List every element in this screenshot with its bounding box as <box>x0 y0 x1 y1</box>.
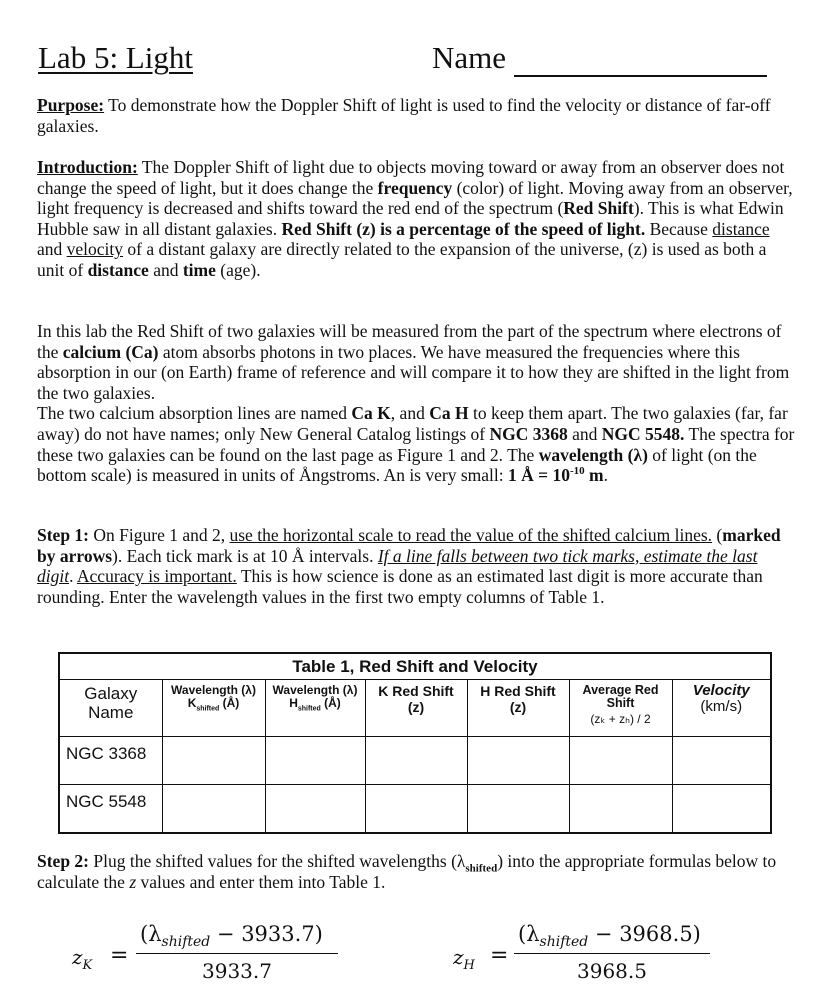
lab-text: to keep them apart. The two galaxies (far, far away) do not have names; only New General Catalog listings of <box>37 403 788 444</box>
step2-paragraph <box>37 851 797 892</box>
intro-text: ). This is what Edwin Hubble saw in all distant galaxies. <box>37 198 784 239</box>
header-hred-line2: (z) <box>509 699 527 715</box>
red-shift-table <box>58 652 772 834</box>
header-vel-unit: (km/s) <box>700 698 743 715</box>
galaxy-name-cell: NGC 3368 <box>60 736 162 784</box>
formula-zh-sub: H <box>463 958 475 973</box>
header-avg-formula: (zₖ + zₕ) / 2 <box>590 712 651 726</box>
wavelength-k-cell[interactable] <box>162 784 265 832</box>
intro-label: Introduction: <box>37 157 138 177</box>
h-red-shift-cell[interactable] <box>467 736 569 784</box>
intro-text: and <box>148 259 183 280</box>
lab-bold-calcium: calcium (Ca) <box>62 341 159 362</box>
velocity-cell[interactable] <box>672 736 770 784</box>
title-row <box>38 40 768 82</box>
header-h-red-shift <box>467 680 569 736</box>
intro-bold-time: time <box>182 259 216 280</box>
lab-text: atom absorbs photons in two places. We have measured the frequencies where this absorption in our (on Earth) frame of reference and will compare it to how they are shifted in the light from the two galaxies. <box>37 341 790 403</box>
step2-text: values and enter them into Table 1. <box>136 871 386 892</box>
formula-zh <box>448 918 738 988</box>
name-blank-line[interactable] <box>514 75 767 77</box>
formula-zk-variable <box>72 945 92 973</box>
intro-bold-frequency: frequency <box>377 177 453 198</box>
lab-text: The two calcium absorption lines are named <box>37 403 352 424</box>
lab-exponent: -10 <box>570 465 585 478</box>
formula-zh-num-rest: − 3968.5) <box>588 922 701 946</box>
name-label: Name <box>432 40 507 75</box>
table-header-row <box>60 680 770 736</box>
intro-text: (age). <box>215 259 261 280</box>
header-average-red-shift <box>569 680 672 736</box>
header-galaxy-line1: Galaxy <box>84 684 138 703</box>
table-grid <box>60 680 770 832</box>
formula-zh-denominator: 3968.5 <box>577 959 647 983</box>
formula-zh-var: z <box>453 945 464 969</box>
header-hred-line1: H Red Shift <box>480 683 556 699</box>
step1-paragraph <box>37 525 797 607</box>
step1-italic-estimate: If a line falls between two tick marks, estimate the last digit <box>37 545 758 587</box>
intro-underline-distance: distance <box>712 218 770 239</box>
step1-underline-accuracy: Accuracy is important. <box>76 566 237 587</box>
formula-zh-numerator <box>518 922 701 950</box>
formula-zh-lambda-sub: shifted <box>539 934 589 951</box>
step1-underline-instruction: use the horizontal scale to read the value of the shifted calcium lines. <box>229 525 713 545</box>
intro-text: and <box>37 239 67 260</box>
step2-label: Step 2: <box>37 851 90 871</box>
header-wlh-var: H <box>289 696 298 710</box>
intro-bold-redshift: Red Shift <box>563 198 634 219</box>
lab-bold-ca-h: Ca H <box>429 403 469 424</box>
formula-zk-var: z <box>72 945 83 969</box>
header-velocity <box>672 680 770 736</box>
lab-bold-angstrom: 1 Å = 10 <box>508 465 570 486</box>
lab-bold-ca-k: Ca K <box>351 403 391 424</box>
intro-bold-distance: distance <box>87 259 149 280</box>
step1-bold-arrows: marked by arrows <box>37 525 781 566</box>
header-kred-line1: K Red Shift <box>378 683 454 699</box>
header-galaxy-name <box>60 680 162 736</box>
intro-text: of a distant galaxy are directly related to the expansion of the universe, (z) is used as both a unit of <box>37 239 767 280</box>
step2-text: ) into the appropriate formulas below to calculate the <box>37 851 777 892</box>
k-red-shift-cell[interactable] <box>365 736 467 784</box>
table-row <box>60 784 770 832</box>
step1-text: On Figure 1 and 2, <box>89 525 230 545</box>
h-red-shift-cell[interactable] <box>467 784 569 832</box>
average-red-shift-cell[interactable] <box>569 784 672 832</box>
step1-label: Step 1: <box>37 525 90 545</box>
lab-text: and <box>567 423 602 444</box>
intro-underline-velocity: velocity <box>66 239 124 260</box>
lab-text: The spectra for these two galaxies can be found on the last page as Figure 1 and 2. The <box>37 423 795 465</box>
header-wavelength-h <box>265 680 365 736</box>
header-galaxy-line2: Name <box>88 703 134 722</box>
step1-text: . <box>69 566 77 587</box>
header-avg-line2: Shift <box>606 696 635 710</box>
lab-text: In this lab the Red Shift of two galaxies will be measured from the part of the spectrum where electrons of the <box>37 321 782 362</box>
average-red-shift-cell[interactable] <box>569 736 672 784</box>
header-wavelength-k <box>162 680 265 736</box>
purpose-text: To demonstrate how the Doppler Shift of light is used to find the velocity or distance of far-off galaxies. <box>37 95 771 136</box>
formula-zh-variable <box>453 945 475 973</box>
formula-zk-equals: = <box>110 943 129 968</box>
header-wlk-unit: (Å) <box>219 696 240 710</box>
lab-text: , and <box>390 403 430 424</box>
step2-italic-z: z <box>129 871 137 892</box>
formula-zk-numerator <box>140 922 323 950</box>
galaxy-name-cell: NGC 5548 <box>60 784 162 832</box>
intro-text: Because <box>645 218 713 239</box>
header-vel-line1: Velocity <box>692 682 750 699</box>
header-wlh-line1: Wavelength (λ) <box>272 683 358 697</box>
step1-text: ( <box>712 525 723 545</box>
intro-text: (color) of light. Moving away from an observer, light frequency is decreased and shifts toward the red end of the spectrum ( <box>37 177 793 219</box>
lab-bold-ngc3368: NGC 3368 <box>489 423 568 444</box>
lab-bold-wavelength: wavelength (λ) <box>538 444 648 465</box>
formula-zk-num-open: (λ <box>140 922 162 946</box>
lab-title: Lab 5: Light <box>38 40 193 75</box>
wavelength-h-cell[interactable] <box>265 784 365 832</box>
introduction-paragraph <box>37 157 797 281</box>
header-wlh-unit: (Å) <box>320 696 341 710</box>
lab-text: of light (on the bottom scale) is measured in units of Ångstroms. An is very small: <box>37 444 757 486</box>
purpose-label: Purpose: <box>37 95 105 115</box>
intro-text: The Doppler Shift of light due to objects moving toward or away from an observer does not change the speed of light, but it does change the <box>37 157 785 198</box>
wavelength-k-cell[interactable] <box>162 736 265 784</box>
formula-zk-denominator: 3933.7 <box>202 959 272 983</box>
header-k-red-shift <box>365 680 467 736</box>
formula-zh-equals: = <box>490 943 509 968</box>
header-wlk-sub: shifted <box>196 705 220 713</box>
header-wlk-var: K <box>187 696 197 710</box>
header-avg-line1: Average Red <box>582 683 659 697</box>
header-wlk-line1: Wavelength (λ) <box>171 683 256 697</box>
header-kred-line2: (z) <box>407 699 425 715</box>
formula-zh-num-open: (λ <box>518 922 540 946</box>
formula-zk-sub: K <box>82 958 93 973</box>
step1-text: ). Each tick mark is at 10 Å intervals. <box>112 545 378 566</box>
formula-zh-fraction-bar <box>514 953 710 954</box>
lab-description-paragraph <box>37 321 797 486</box>
table-row <box>60 736 770 784</box>
formula-zk <box>64 918 364 988</box>
intro-bold-redshift-definition: Red Shift (z) is a percentage of the speed of light. <box>281 218 646 239</box>
table-caption: Table 1, Red Shift and Velocity <box>60 654 770 680</box>
purpose-paragraph <box>37 95 797 136</box>
formula-zk-lambda-sub: shifted <box>161 934 211 951</box>
lab-bold-ngc5548: NGC 5548. <box>601 423 685 444</box>
step2-subscript: shifted <box>465 862 498 875</box>
k-red-shift-cell[interactable] <box>365 784 467 832</box>
header-wlh-sub: shifted <box>297 705 321 713</box>
formula-zk-num-rest: − 3933.7) <box>210 922 323 946</box>
lab-bold-meter: m <box>584 465 604 486</box>
velocity-cell[interactable] <box>672 784 770 832</box>
step1-text: This is how science is done as an estimated last digit is more accurate than rounding. Enter the wavelength values in the first two empty columns of Table 1. <box>37 566 763 607</box>
step2-text: Plug the shifted values for the shifted wavelengths (λ <box>89 851 466 871</box>
wavelength-h-cell[interactable] <box>265 736 365 784</box>
formula-zk-fraction-bar <box>136 953 338 954</box>
lab-text: . <box>603 465 608 486</box>
